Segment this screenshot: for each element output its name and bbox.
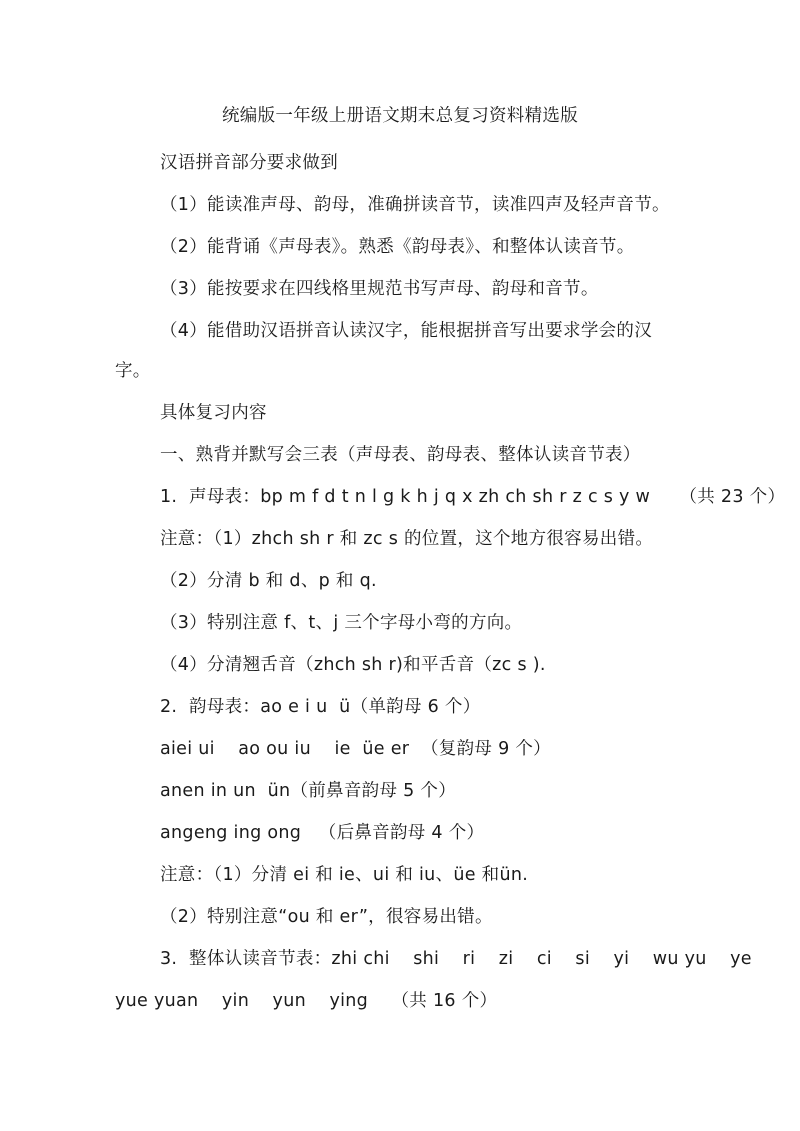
document-title: 统编版一年级上册语文期末总复习资料精选版	[222, 106, 578, 126]
initials-table-line: 1. 声母表：bp m f d t n l g k h j q x zh ch sh r z c s y w （共 23 个）	[160, 487, 786, 507]
finals-table-front-nasal: anen in un ün（前鼻音韵母 5 个）	[160, 781, 457, 801]
section-heading-pinyin: 汉语拼音部分要求做到	[160, 153, 338, 173]
initials-note-3: （3）特别注意 f、t、j 三个字母小弯的方向。	[160, 613, 523, 633]
finals-note-2: （2）特别注意“ou 和 er”，很容易出错。	[160, 907, 493, 927]
whole-syllables-line-1: 3. 整体认读音节表：zhi chi shi ri zi ci si yi wu yu ye	[160, 949, 752, 969]
initials-note-4: （4）分清翘舌音（zhch sh r)和平舌音（zc s ).	[160, 655, 546, 675]
initials-note-2: （2）分清 b 和 d、p 和 q.	[160, 571, 377, 591]
review-part-one-heading: 一、熟背并默写会三表（声母表、韵母表、整体认读音节表）	[160, 445, 641, 465]
whole-syllables-line-2: yue yuan yin yun ying （共 16 个）	[115, 991, 498, 1011]
section-heading-review: 具体复习内容	[160, 403, 267, 423]
requirement-item-2: （2）能背诵《声母表》。熟悉《韵母表》、和整体认读音节。	[160, 237, 635, 257]
finals-note-1: 注意：（1）分清 ei 和 ie、ui 和 iu、üe 和ün.	[160, 865, 529, 885]
initials-note-1: 注意：（1）zhch sh r 和 zc s 的位置，这个地方很容易出错。	[160, 529, 654, 549]
finals-table-compound: aiei ui ao ou iu ie üe er （复韵母 9 个）	[160, 739, 551, 759]
requirement-item-3: （3）能按要求在四线格里规范书写声母、韵母和音节。	[160, 279, 599, 299]
requirement-item-1: （1）能读准声母、韵母，准确拼读音节，读准四声及轻声音节。	[160, 195, 670, 215]
finals-table-single: 2. 韵母表：ao e i u ü（单韵母 6 个）	[160, 697, 481, 717]
requirement-item-4-continued: 字。	[115, 361, 151, 381]
requirement-item-4: （4）能借助汉语拼音认读汉字，能根据拼音写出要求学会的汉	[160, 321, 653, 341]
finals-table-back-nasal: angeng ing ong （后鼻音韵母 4 个）	[160, 823, 485, 843]
